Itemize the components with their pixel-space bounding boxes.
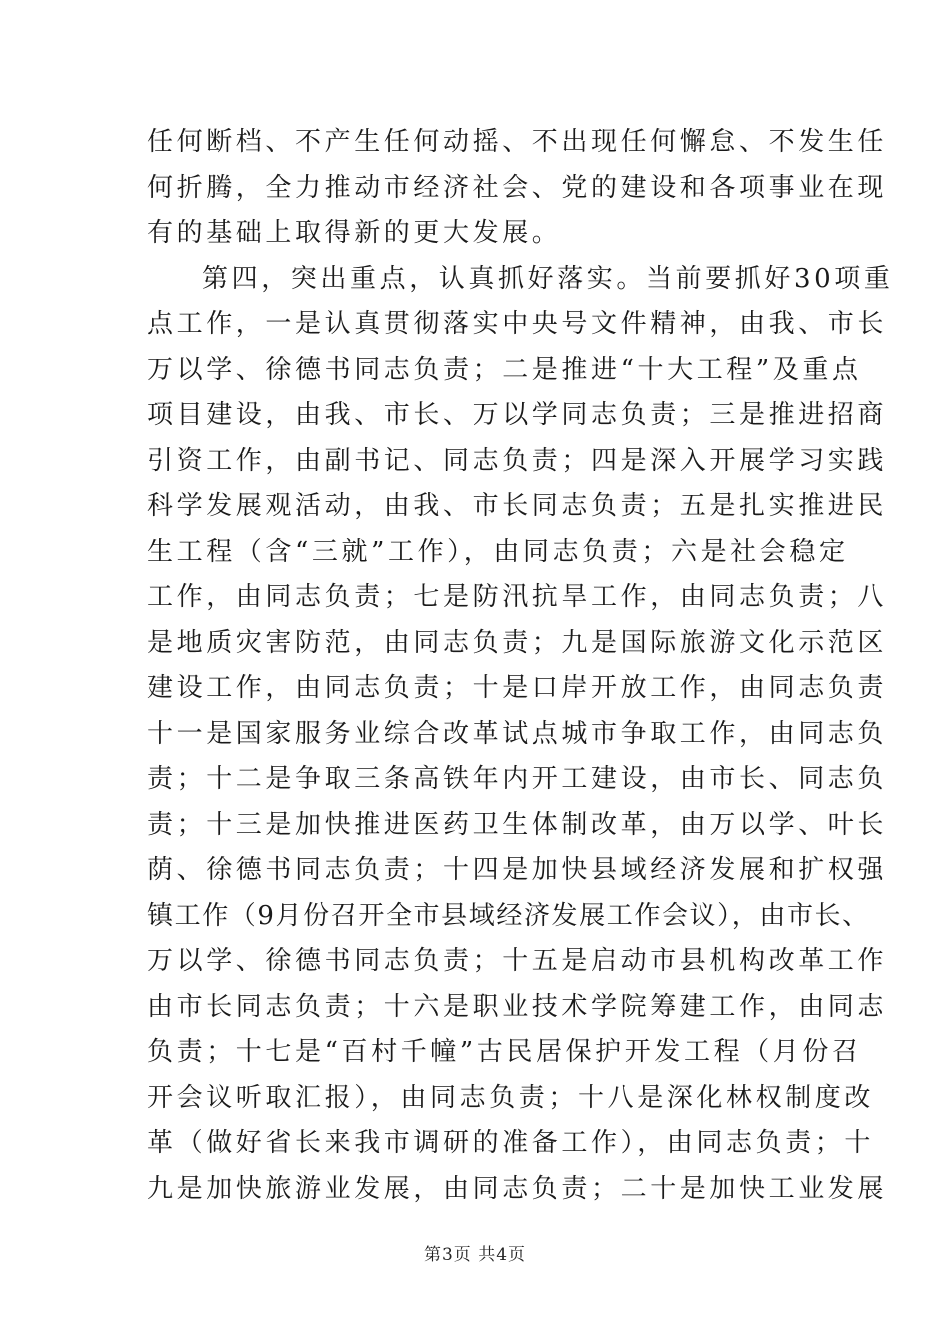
text-line: 引资工作，由副书记、同志负责；四是深入开展学习实践 (147, 445, 888, 476)
text-line: 镇工作（9月份召开全市县域经济发展工作会议），由市长、 (147, 900, 870, 931)
text-line: 有的基础上取得新的更大发展。 (147, 218, 562, 248)
text-line: 生工程（含“三就”工作），由同志负责；六是社会稳定 (147, 536, 849, 567)
body-text (147, 120, 894, 1212)
text-line: 负责；十七是“百村千幢”古民居保护开发工程（月份召 (147, 1037, 862, 1067)
text-line: 十一是国家服务业综合改革试点城市争取工作，由同志负 (147, 718, 888, 749)
text-line: 由市长同志负责；十六是职业技术学院筹建工作，由同志 (147, 991, 888, 1022)
text-line: 科学发展观活动，由我、市长同志负责；五是扎实推进民 (147, 491, 888, 521)
text-line: 革（做好省长来我市调研的准备工作），由同志负责；十 (147, 1128, 875, 1158)
text-line: 九是加快旅游业发展，由同志负责；二十是加快工业发展 (147, 1173, 888, 1204)
text-line: 万以学、徐德书同志负责；二是推进“十大工程”及重点 (147, 354, 862, 385)
page-number-footer: 第3页 共4页 (423, 1245, 527, 1265)
text-line: 工作，由同志负责；七是防汛抗旱工作，由同志负责；八 (147, 582, 888, 612)
text-line: 建设工作，由同志负责；十是口岸开放工作，由同志负责 (147, 673, 888, 703)
text-line: 何折腾，全力推动市经济社会、党的建设和各项事业在现 (147, 172, 888, 203)
text-line: 项目建设，由我、市长、万以学同志负责；三是推进招商 (147, 400, 888, 430)
text-line: 责；十二是争取三条高铁年内开工建设，由市长、同志负 (147, 764, 888, 794)
text-line: 万以学、徐德书同志负责；十五是启动市县机构改革工作 (147, 946, 888, 976)
text-line: 荫、徐德书同志负责；十四是加快县域经济发展和扩权强 (147, 855, 888, 885)
text-line: 责；十三是加快推进医药卫生体制改革，由万以学、叶长 (147, 809, 888, 840)
text-line: 点工作，一是认真贯彻落实中央号文件精神，由我、市长 (147, 309, 888, 339)
text-line: 是地质灾害防范，由同志负责；九是国际旅游文化示范区 (147, 627, 888, 658)
text-line: 开会议听取汇报），由同志负责；十八是深化林权制度改 (147, 1082, 875, 1113)
paragraph-start-line: 第四，突出重点，认真抓好落实。当前要抓好30项重 (202, 263, 894, 294)
text-line: 任何断档、不产生任何动摇、不出现任何懈怠、不发生任 (147, 127, 888, 157)
